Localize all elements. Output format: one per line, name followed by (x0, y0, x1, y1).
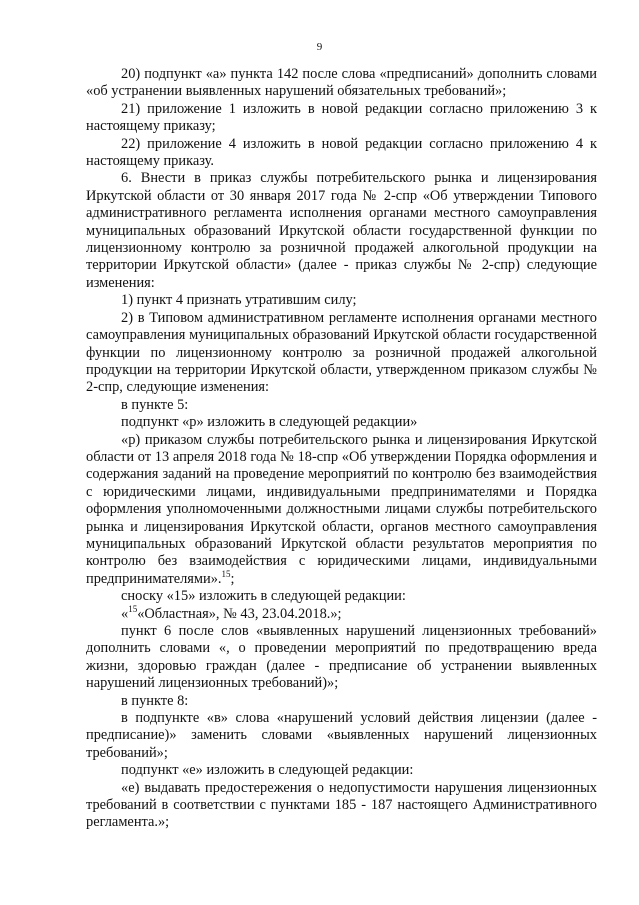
paragraph: «е) выдавать предостережения о недопустимости нарушения лицензионных требований в соответствии с пунктами 185 - 187 настоящего Административного регламента.»; (86, 779, 597, 831)
paragraph: 6. Внести в приказ службы потребительского рынка и лицензирования Иркутской области от 30 января 2017 года № 2-спр «Об утверждении Типового административного регламента исполнения органами местного самоуправления муниципальных образований Иркутской области государственной функции по лицензионному контролю за розничной продажей алкогольной продукции на территории Иркутской области» (далее - приказ службы № 2-спр) следующие изменения: (86, 170, 597, 291)
paragraph: пункт 6 после слов «выявленных нарушений лицензионных требований» дополнить словами «, о проведении мероприятий по предотвращению вреда жизни, здоровью граждан (далее - предписание об устранении выявленных нарушений лицензионных требований)»; (86, 623, 597, 692)
paragraph: 1) пункт 4 признать утратившим силу; (121, 292, 357, 309)
footnote-marker: 15 (221, 568, 231, 579)
paragraph: в пункте 5: (121, 396, 189, 413)
paragraph: сноску «15» изложить в следующей редакции: (121, 588, 406, 605)
paragraph: 21) приложение 1 изложить в новой редакции согласно приложению 3 к настоящему приказу; (86, 100, 597, 135)
paragraph: в пункте 8: (121, 692, 189, 709)
paragraph: подпункт «е» изложить в следующей редакции: (121, 762, 414, 779)
paragraph: 22) приложение 4 изложить в новой редакции согласно приложению 4 к настоящему приказу. (86, 135, 597, 170)
page-number: 9 (316, 41, 323, 53)
footnote-marker: 15 (128, 603, 138, 614)
document-body (86, 66, 597, 832)
paragraph: подпункт «р» изложить в следующей редакции» (121, 414, 418, 431)
paragraph: «р) приказом службы потребительского рынка и лицензирования Иркутской области от 13 апреля 2018 года № 18-спр «Об утверждении Порядка оформления и содержания заданий на проведение мероприятий по контролю без взаимодействия с юридическими лицами, индивидуальными предпринимателями и Порядка оформления уполномоченными должностными лицами службы потребительского рынка и лицензирования Иркутской области, органов местного самоуправления муниципальных образований Иркутской области результатов мероприятия по контролю без взаимодействия с юридическими лицами, индивидуальными предпринимателями».$^{15}$; (86, 431, 597, 587)
paragraph: 2) в Типовом административном регламенте исполнения органами местного самоуправления муниципальных образований Иркутской области государственной функции по лицензионному контролю за розничной продажей алкогольной продукции на территории Иркутской области, утвержденном приказом службы № 2-спр, следующие изменения: (86, 309, 597, 396)
paragraph: «$^{15}$«Областная», № 43, 23.04.2018.»; (121, 603, 342, 622)
paragraph: в подпункте «в» слова «нарушений условий действия лицензии (далее - предписание)» заменить словами «выявленных нарушений лицензионных требований»; (86, 710, 597, 761)
paragraph: 20) подпункт «а» пункта 142 после слова «предписаний» дополнить словами «об устранении выявленных нарушений обязательных требований»; (86, 66, 597, 100)
